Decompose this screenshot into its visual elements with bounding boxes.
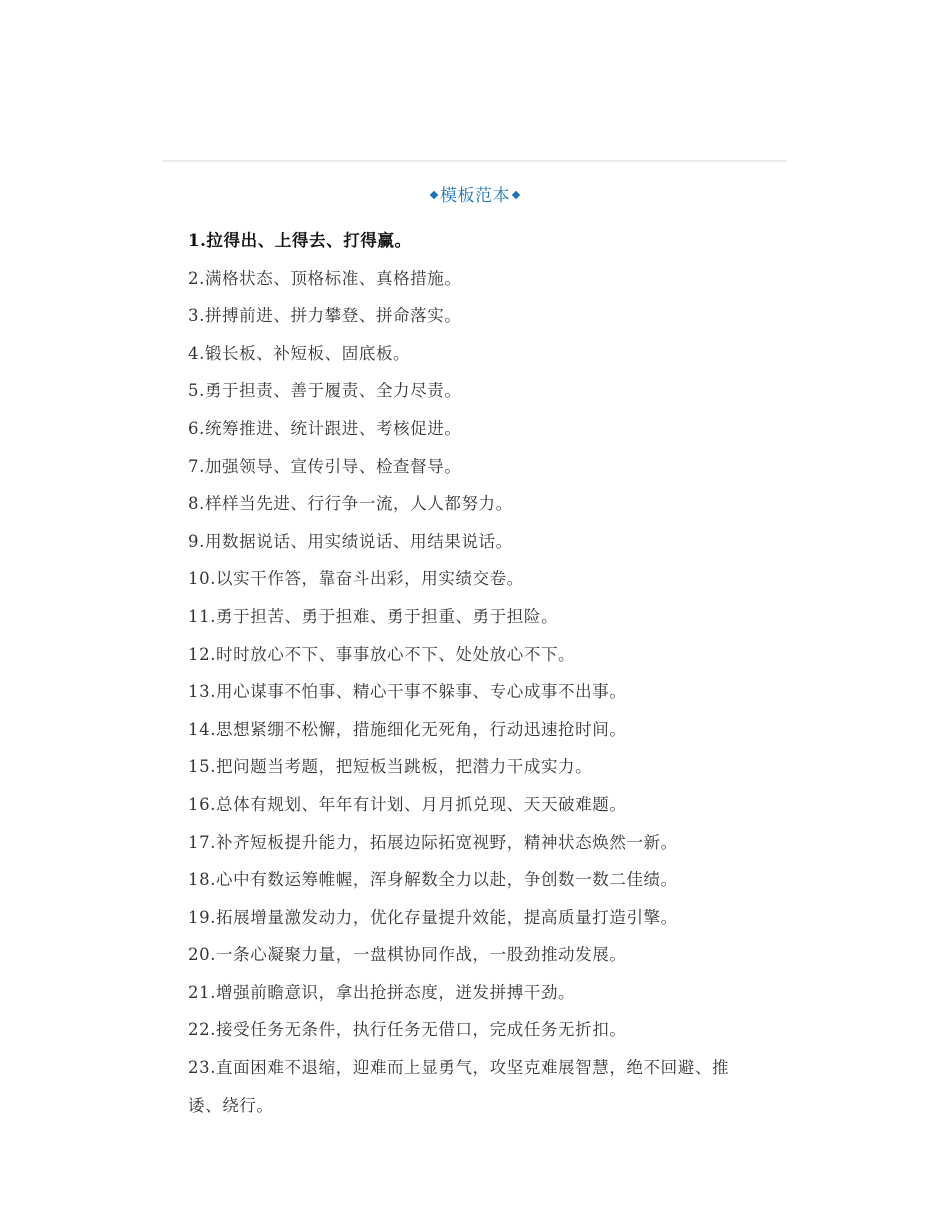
list-item: 13.用心谋事不怕事、精心干事不躲事、专心成事不出事。 (188, 682, 627, 702)
list-item: 20.一条心凝聚力量，一盘棋协同作战，一股劲推动发展。 (188, 945, 627, 965)
list-item: 5.勇于担责、善于履责、全力尽责。 (188, 381, 462, 401)
list-item: 1.拉得出、上得去、打得赢。 (188, 231, 412, 250)
list-item: 14.思想紧绷不松懈，措施细化无死角，行动迅速抢时间。 (188, 719, 627, 739)
top-divider (163, 160, 787, 162)
section-heading (163, 183, 787, 209)
list-item: 19.拓展增量激发动力，优化存量提升效能，提高质量打造引擎。 (188, 907, 678, 927)
list-item: 2.满格状态、顶格标准、真格措施。 (188, 268, 462, 288)
list-item: 11.勇于担苦、勇于担难、勇于担重、勇于担险。 (188, 606, 559, 626)
list-item: 21.增强前瞻意识，拿出抢拼态度，迸发拼搏干劲。 (188, 982, 576, 1002)
list-item: 22.接受任务无条件，执行任务无借口，完成任务无折扣。 (188, 1020, 627, 1040)
slogan-list (188, 222, 763, 1124)
list-item: 23.直面困难不退缩，迎难而上显勇气，攻坚克难展智慧，绝不回避、推诿、绕行。 (188, 1058, 730, 1115)
list-item: 3.拼搏前进、拼力攀登、拼命落实。 (188, 306, 462, 326)
section-heading-text: 模板范本 (440, 186, 510, 206)
diamond-bullet-icon (430, 190, 438, 198)
list-item: 4.锻长板、补短板、固底板。 (188, 343, 411, 363)
list-item: 18.心中有数运筹帷幄，浑身解数全力以赴，争创数一数二佳绩。 (188, 870, 678, 890)
list-item: 12.时时放心不下、事事放心不下、处处放心不下。 (188, 644, 576, 664)
list-item: 9.用数据说话、用实绩说话、用结果说话。 (188, 531, 513, 551)
diamond-bullet-icon (512, 190, 520, 198)
list-item: 15.把问题当考题，把短板当跳板，把潜力干成实力。 (188, 757, 593, 777)
list-item: 16.总体有规划、年年有计划、月月抓兑现、天天破难题。 (188, 794, 627, 814)
list-item: 17.补齐短板提升能力，拓展边际拓宽视野，精神状态焕然一新。 (188, 832, 678, 852)
list-item: 10.以实干作答，靠奋斗出彩，用实绩交卷。 (188, 569, 524, 589)
list-item: 7.加强领导、宣传引导、检查督导。 (188, 456, 462, 476)
list-item: 6.统筹推进、统计跟进、考核促进。 (188, 418, 462, 438)
list-item: 8.样样当先进、行行争一流，人人都努力。 (188, 494, 513, 514)
